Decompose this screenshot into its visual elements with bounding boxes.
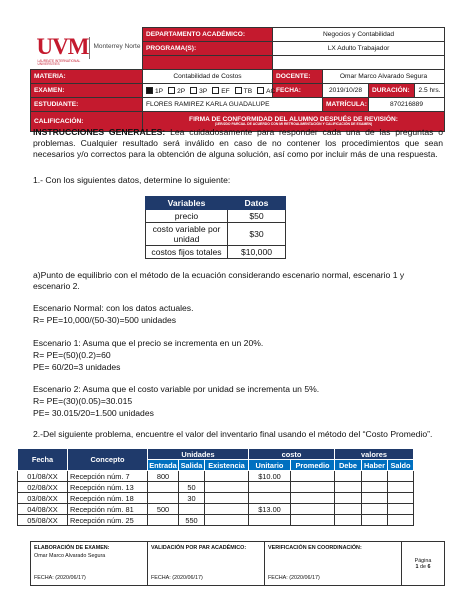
calificacion-label: CALIFICACIÓN: bbox=[31, 112, 143, 132]
exam-footer bbox=[30, 541, 445, 586]
elaboracion-fecha: FECHA: (2020/06/17) bbox=[34, 575, 86, 581]
existencia-cell[interactable] bbox=[205, 482, 249, 493]
instructions-text: Lea cuidadosamente para responder cada una de las preguntas o problemas. Cualquier resultado será inválido en caso de no contener los procedimientos que sean necesarios y/o correctos para la obtención de alguna solución, así como por incluir más de una respuesta. bbox=[33, 127, 443, 159]
unitario-cell[interactable]: $10.00 bbox=[249, 471, 291, 482]
verificacion-label: VERIFICACIÓN EN COORDINACIÓN: bbox=[268, 545, 362, 551]
scenario-normal-answer: R= PE=10,000/(50-30)=500 unidades bbox=[33, 315, 177, 325]
page-label: Página bbox=[414, 557, 432, 564]
scenario-1-title: Escenario 1: Asuma que el precio se incrementa en un 20%. bbox=[33, 338, 264, 348]
page-total: 6 bbox=[427, 563, 431, 570]
checkbox-icon bbox=[190, 87, 197, 94]
table-cell: costo variable por unidad bbox=[146, 223, 228, 246]
question-2-title: 2.-Del siguiente problema, encuentre el valor del inventario final usando el método del “Costo Promedio”. bbox=[33, 429, 433, 439]
promedio-cell[interactable] bbox=[291, 493, 335, 504]
instructions-label: INSTRUCCIONES GENERALES: bbox=[33, 127, 166, 137]
table-cell: $50 bbox=[228, 210, 286, 223]
checkbox-icon bbox=[212, 87, 219, 94]
entrada-cell[interactable] bbox=[148, 482, 179, 493]
question-1-title: 1.- Con los siguientes datos, determine lo siguiente: bbox=[33, 175, 231, 185]
saldo-cell[interactable] bbox=[388, 493, 414, 504]
spacer-cell bbox=[143, 56, 273, 70]
promedio-header: Promedio bbox=[291, 460, 335, 471]
haber-cell[interactable] bbox=[362, 493, 388, 504]
fecha-cell: 03/08/XX bbox=[18, 493, 68, 504]
fecha-cell: 04/08/XX bbox=[18, 504, 68, 515]
debe-header: Debe bbox=[335, 460, 362, 471]
promedio-cell[interactable] bbox=[291, 482, 335, 493]
table-row bbox=[18, 515, 414, 526]
haber-cell[interactable] bbox=[362, 515, 388, 526]
table-row bbox=[146, 223, 286, 246]
saldo-cell[interactable] bbox=[388, 515, 414, 526]
salida-cell[interactable] bbox=[179, 504, 205, 515]
exam-option-tb[interactable]: TB bbox=[235, 87, 252, 95]
existencia-header: Existencia bbox=[205, 460, 249, 471]
scenario-2-pe: PE= 30.015/20=1.500 unidades bbox=[33, 408, 154, 418]
inventory-table bbox=[17, 448, 414, 526]
firma-title: FIRMA DE CONFORMIDAD DEL ALUMNO DESPUÉS DE REVISIÓN: bbox=[189, 116, 398, 123]
entrada-cell[interactable]: 800 bbox=[148, 471, 179, 482]
debe-cell[interactable] bbox=[335, 471, 362, 482]
variables-header: Variables bbox=[146, 197, 228, 210]
table-cell: $10,000 bbox=[228, 246, 286, 259]
logo-divider bbox=[89, 37, 90, 59]
exam-option-ef[interactable]: EF bbox=[212, 87, 229, 95]
concepto-header: Concepto bbox=[68, 449, 148, 471]
concepto-cell: Recepción núm. 25 bbox=[68, 515, 148, 526]
concepto-cell: Recepción núm. 7 bbox=[68, 471, 148, 482]
materia-value: Contabilidad de Costos bbox=[143, 70, 273, 84]
duracion-label: DURACIÓN: bbox=[369, 84, 415, 98]
scenario-1-pe: PE= 60/20=3 unidades bbox=[33, 362, 121, 372]
table-row bbox=[146, 210, 286, 223]
exam-option-ac[interactable]: AC bbox=[257, 87, 275, 95]
scenario-2-title: Escenario 2: Asuma que el costo variable por unidad se incrementa un 5%. bbox=[33, 384, 320, 394]
existencia-cell[interactable] bbox=[205, 504, 249, 515]
existencia-cell[interactable] bbox=[205, 515, 249, 526]
uvm-logo bbox=[31, 28, 143, 70]
programs-value: LX Adulto Trabajador bbox=[273, 42, 445, 56]
matricula-label: MATRÍCULA: bbox=[323, 98, 369, 112]
scenario-1-answer: R= PE=(50)(0.2)=60 bbox=[33, 350, 111, 360]
validacion-label: VALIDACIÓN POR PAR ACADÉMICO: bbox=[151, 545, 247, 551]
entrada-cell[interactable] bbox=[148, 515, 179, 526]
docente-value: Omar Marco Alvarado Segura bbox=[323, 70, 445, 84]
table-row bbox=[146, 246, 286, 259]
verificacion-fecha: FECHA: (2020/06/17) bbox=[268, 575, 320, 581]
checkbox-icon bbox=[257, 87, 264, 94]
programs-label: PROGRAMA(S): bbox=[143, 42, 273, 56]
concepto-cell: Recepción núm. 81 bbox=[68, 504, 148, 515]
fecha-label: FECHA: bbox=[273, 84, 323, 98]
spacer-cell-2 bbox=[273, 56, 445, 70]
checkbox-icon bbox=[168, 87, 175, 94]
estudiante-label: ESTUDIANTE: bbox=[31, 98, 143, 112]
unidades-header: Unidades bbox=[148, 449, 249, 460]
haber-cell[interactable] bbox=[362, 482, 388, 493]
debe-cell[interactable] bbox=[335, 493, 362, 504]
instructions bbox=[33, 127, 443, 160]
page-indicator bbox=[402, 542, 445, 586]
saldo-cell[interactable] bbox=[388, 471, 414, 482]
part-a-question: a)Punto de equilibrio con el método de la ecuación considerando escenario normal, escenario 1 y escenario 2. bbox=[33, 270, 405, 291]
fecha-cell: 05/08/XX bbox=[18, 515, 68, 526]
duracion-value: 2.5 hrs. bbox=[415, 84, 445, 98]
dept-value: Negocios y Contabilidad bbox=[273, 28, 445, 42]
campus-name: Monterrey Norte bbox=[93, 42, 141, 50]
verificacion-cell bbox=[265, 542, 402, 586]
existencia-cell[interactable] bbox=[205, 471, 249, 482]
page-number: 1 bbox=[415, 563, 419, 570]
variables-table bbox=[145, 196, 286, 259]
dept-label: DEPARTAMENTO ACADÉMICO: bbox=[143, 28, 273, 42]
examen-label: EXAMEN: bbox=[31, 84, 143, 98]
debe-cell[interactable] bbox=[335, 504, 362, 515]
valores-header: valores bbox=[335, 449, 414, 460]
table-row bbox=[18, 504, 414, 515]
fecha-cell: 02/08/XX bbox=[18, 482, 68, 493]
estudiante-value: FLORES RAMIREZ KARLA GUADALUPE bbox=[143, 98, 323, 112]
unitario-cell[interactable] bbox=[249, 493, 291, 504]
exam-option-1p[interactable]: 1P bbox=[146, 87, 163, 95]
fecha-header: Fecha bbox=[18, 449, 68, 471]
elaboracion-label: ELABORACIÓN DE EXAMEN: bbox=[34, 545, 110, 551]
entrada-header: Entrada bbox=[149, 460, 177, 470]
unitario-cell[interactable] bbox=[249, 515, 291, 526]
haber-cell[interactable] bbox=[362, 504, 388, 515]
checkbox-icon bbox=[235, 87, 242, 94]
scenario-normal-title: Escenario Normal: con los datos actuales. bbox=[33, 303, 194, 313]
fecha-value: 2019/10/28 bbox=[323, 84, 369, 98]
elaboracion-value: Omar Marco Alvarado Segura bbox=[34, 553, 106, 559]
elaboracion-cell bbox=[31, 542, 148, 586]
validacion-fecha: FECHA: (2020/06/17) bbox=[151, 575, 203, 581]
table-cell: costos fijos totales bbox=[146, 246, 228, 259]
validacion-cell bbox=[148, 542, 265, 586]
table-row bbox=[18, 482, 414, 493]
saldo-header: Saldo bbox=[388, 460, 414, 471]
entrada-cell[interactable]: 500 bbox=[148, 504, 179, 515]
unitario-cell[interactable]: $13.00 bbox=[249, 504, 291, 515]
exam-option-3p[interactable]: 3P bbox=[190, 87, 207, 95]
exam-option-2p[interactable]: 2P bbox=[168, 87, 185, 95]
matricula-value: 870216889 bbox=[369, 98, 445, 112]
exam-options bbox=[143, 84, 276, 98]
saldo-cell[interactable] bbox=[388, 504, 414, 515]
salida-cell[interactable] bbox=[179, 471, 205, 482]
promedio-cell[interactable] bbox=[291, 471, 335, 482]
table-row bbox=[18, 471, 414, 482]
docente-label: DOCENTE: bbox=[273, 70, 323, 84]
firma-subtitle: (1ER/2DO PARCIAL DE ACUERDO CON MI RETROALIMENTACIÓN Y CALIFICACIÓN DE EXAMEN) bbox=[214, 122, 373, 127]
salida-cell[interactable]: 30 bbox=[179, 493, 205, 504]
table-cell: precio bbox=[146, 210, 228, 223]
page-of: de bbox=[420, 563, 426, 570]
unitario-header: Unitario bbox=[249, 460, 291, 471]
entrada-cell[interactable] bbox=[148, 493, 179, 504]
table-row bbox=[18, 493, 414, 504]
existencia-cell[interactable] bbox=[205, 493, 249, 504]
unitario-cell[interactable] bbox=[249, 482, 291, 493]
costo-header: costo bbox=[249, 449, 335, 460]
materia-label: MATERIA: bbox=[31, 70, 143, 84]
concepto-cell: Recepción núm. 18 bbox=[68, 493, 148, 504]
salida-cell[interactable]: 50 bbox=[179, 482, 205, 493]
checkbox-checked-icon bbox=[146, 87, 153, 94]
logo-text: UVM bbox=[36, 33, 89, 59]
debe-cell[interactable] bbox=[335, 482, 362, 493]
promedio-cell[interactable] bbox=[291, 504, 335, 515]
scenario-2-answer: R= PE=(30)(0.05)=30.015 bbox=[33, 396, 133, 406]
haber-cell[interactable] bbox=[362, 471, 388, 482]
salida-cell[interactable]: 550 bbox=[179, 515, 205, 526]
saldo-cell[interactable] bbox=[388, 482, 414, 493]
haber-header: Haber bbox=[362, 460, 388, 471]
concepto-cell: Recepción núm. 13 bbox=[68, 482, 148, 493]
fecha-cell: 01/08/XX bbox=[18, 471, 68, 482]
datos-header: Datos bbox=[228, 197, 286, 210]
exam-header bbox=[30, 27, 445, 132]
table-cell: $30 bbox=[228, 223, 286, 246]
promedio-cell[interactable] bbox=[291, 515, 335, 526]
salida-header: Salida bbox=[179, 460, 205, 471]
logo-subtext: LAUREATE INTERNATIONAL UNIVERSITIES bbox=[37, 58, 81, 67]
debe-cell[interactable] bbox=[335, 515, 362, 526]
